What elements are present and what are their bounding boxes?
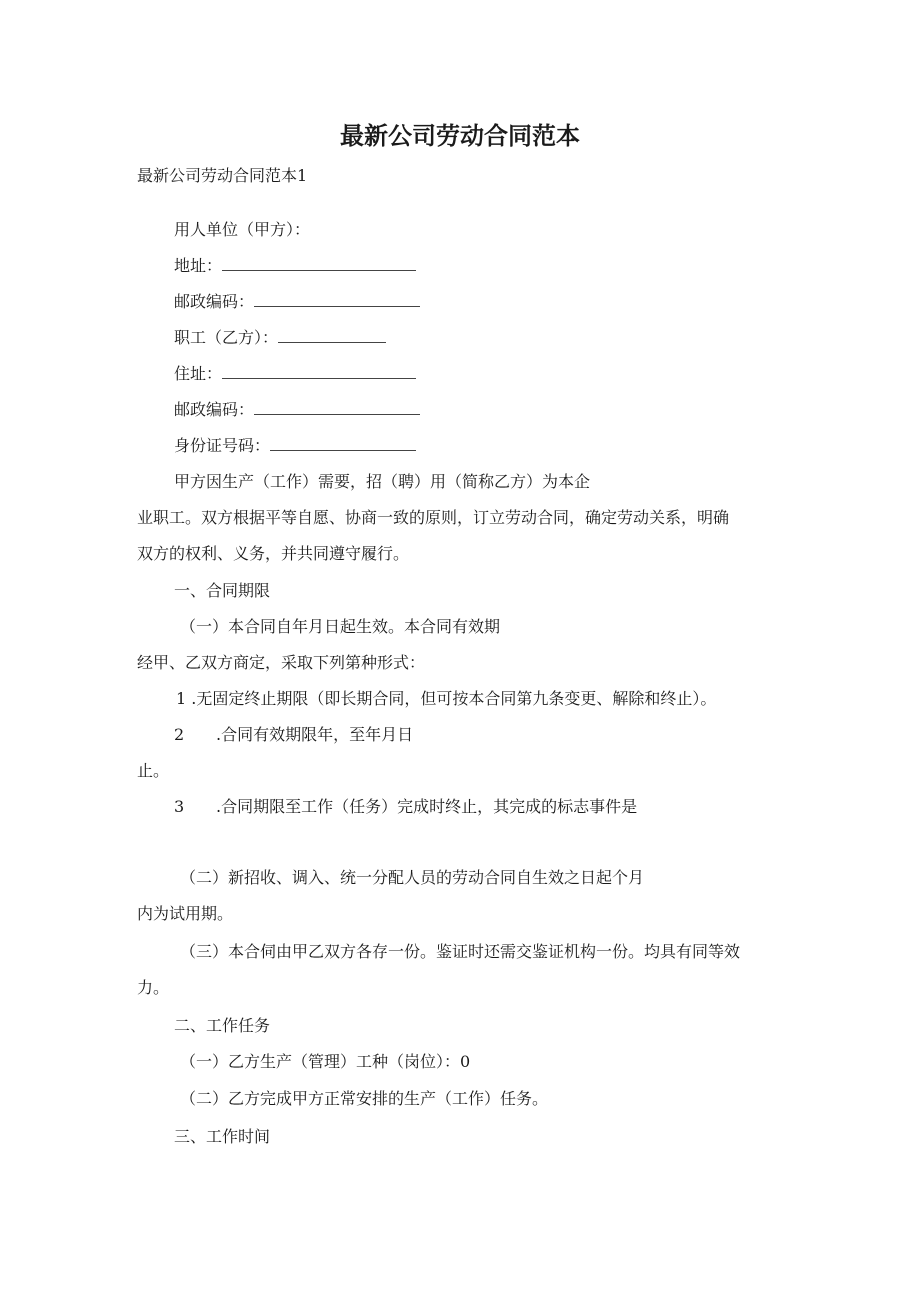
- residence-label: 住址：: [174, 364, 223, 383]
- term-option-1: 1 .无固定终止期限（即长期合同，但可按本合同第九条变更、解除和终止）。: [176, 689, 717, 708]
- section-1-clause-2: （二）新招收、调入、统一分配人员的劳动合同自生效之日起个月: [180, 868, 645, 887]
- residence-row: [174, 364, 416, 384]
- employer-label: 用人单位（甲方）：: [174, 220, 311, 239]
- section-1-clause-3-cont: 力。: [137, 978, 170, 997]
- intro-paragraph-line-3: 双方的权利、义务，并共同遵守履行。: [137, 544, 410, 563]
- residence-blank: [222, 364, 416, 379]
- section-3-heading: 三、工作时间: [174, 1127, 271, 1146]
- term-option-2-cont: 止。: [137, 761, 170, 780]
- address-label: 地址：: [174, 256, 223, 275]
- term-option-3-text: .合同期限至工作（任务）完成时终止，其完成的标志事件是: [216, 797, 638, 816]
- postcode-label-1: 邮政编码：: [174, 292, 255, 311]
- section-1-clause-3: （三）本合伺由甲乙双方各存一份。鉴证时还需交鉴证机构一份。均具有同等效: [180, 942, 741, 961]
- section-2-clause-2: （二）乙方完成甲方正常安排的生产（工作）任务。: [180, 1089, 549, 1108]
- section-2-clause-1: （一）乙方生产（管理）工种（岗位）：0: [180, 1052, 471, 1071]
- section-2-heading: 二、工作任务: [174, 1016, 271, 1035]
- postcode-row-2: [174, 400, 420, 420]
- intro-paragraph-line-2: 业职工。双方根据平等自愿、协商一致的原则，订立劳动合同，确定劳动关系，明确: [137, 508, 730, 527]
- address-row: [174, 256, 416, 276]
- employee-blank: [278, 328, 386, 343]
- postcode-label-2: 邮政编码：: [174, 400, 255, 419]
- term-option-3-number: 3: [174, 797, 185, 816]
- section-1-heading: 一、合同期限: [174, 581, 271, 600]
- term-option-2-text: .合同有效期限年，至年月日: [216, 725, 414, 744]
- intro-paragraph-line-1: 甲方因生产（工作）需要，招（聘）用（简称乙方）为本企: [174, 472, 591, 491]
- document-title: 最新公司劳动合同范本: [340, 122, 580, 150]
- term-option-2-number: 2: [174, 725, 185, 744]
- postcode-blank-2: [254, 400, 420, 415]
- section-1-clause-2-cont: 内为试用期。: [137, 904, 234, 923]
- address-blank: [222, 256, 416, 271]
- document-subtitle: 最新公司劳动合同范本1: [137, 166, 308, 185]
- id-number-blank: [270, 436, 416, 451]
- postcode-row-1: [174, 292, 420, 312]
- id-number-label: 身份证号码：: [174, 436, 271, 455]
- postcode-blank-1: [254, 292, 420, 307]
- section-1-clause-1-cont: 经甲、乙双方商定，采取下列第种形式：: [137, 653, 426, 672]
- employee-row: [174, 328, 386, 348]
- section-1-clause-1: （一）本合同自年月日起生效。本合同有效期: [180, 617, 501, 636]
- id-number-row: [174, 436, 416, 456]
- employee-label: 职工（乙方）：: [174, 328, 279, 347]
